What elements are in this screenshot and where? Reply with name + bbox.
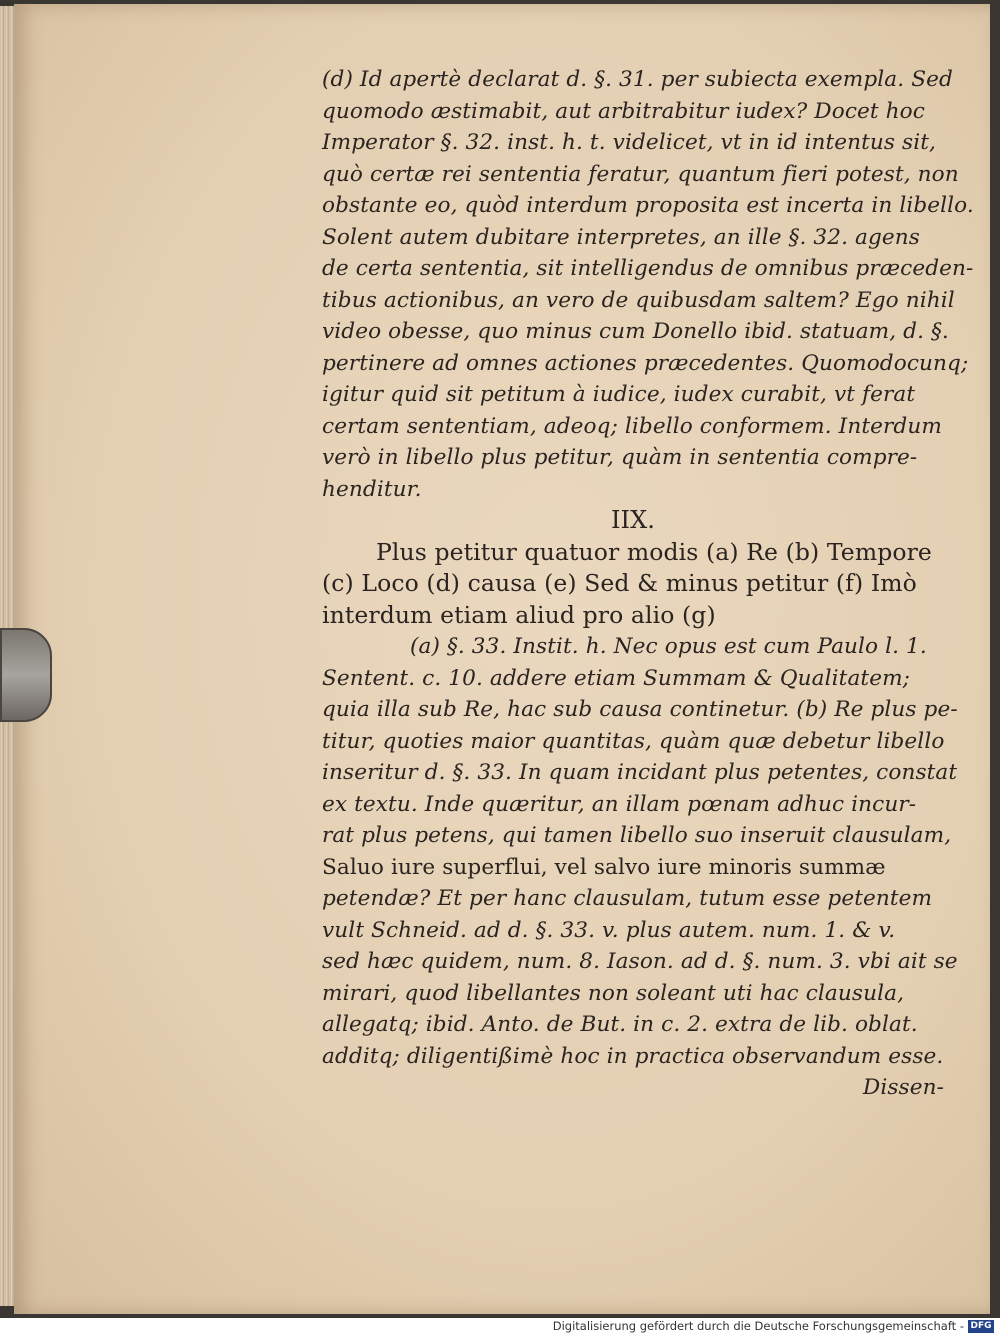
- note-line: Sentent. c. 10. addere etiam Summam & Qualitatem;: [322, 665, 911, 691]
- section-line: Plus petitur quatuor modis (a) Re (b) Tempore: [376, 537, 932, 566]
- text-line: video obesse, quo minus cum Donello ibid. statuam, d. §.: [322, 319, 949, 344]
- text-line: Solent autem dubitare interpretes, an ille §. 32. agens: [322, 224, 920, 250]
- text-line: igitur quid sit petitum à iudice, iudex curabit, vt ferat: [322, 382, 916, 407]
- note-line: petendæ? Et per hanc clausulam, tutum esse petentem: [322, 886, 933, 911]
- text-line: pertinere ad omnes actiones præcedentes. Quomodocunq;: [322, 350, 969, 376]
- note-line: titur, quoties maior quantitas, quàm quæ debetur libello: [322, 728, 945, 754]
- text-line: verò in libello plus petitur, quàm in sententia compre-: [322, 445, 918, 470]
- text-line: certam sententiam, adeoq; libello conformem. Interdum: [322, 413, 942, 439]
- text-line: quomodo æstimabit, aut arbitrabitur iudex? Docet hoc: [322, 98, 925, 124]
- note-line: ex textu. Inde quæritur, an illam pœnam adhuc incur-: [322, 791, 917, 817]
- book-clip: [0, 628, 52, 722]
- text-line: tibus actionibus, an vero de quibusdam saltem? Ego nihil: [322, 287, 955, 313]
- text-line: de certa sententia, sit intelligendus de omnibus præceden-: [322, 256, 974, 281]
- note-line: (a) §. 33. Instit. h. Nec opus est cum Paulo l. 1.: [410, 634, 927, 659]
- text-line: (d) Id apertè declarat d. §. 31. per subiecta exempla. Sed: [322, 67, 953, 92]
- page-text: [322, 64, 974, 1104]
- note-line: quia illa sub Re, hac sub causa continetur. (b) Re plus pe-: [322, 697, 958, 722]
- section-heading: IIX.: [610, 506, 656, 534]
- text-line: quò certæ rei sententia feratur, quantum fieri potest, non: [322, 161, 959, 187]
- catchword: Dissen-: [862, 1075, 944, 1100]
- note-line: Saluo iure superflui, vel salvo iure minoris summæ: [322, 854, 886, 880]
- section-line: (c) Loco (d) causa (e) Sed & minus petitur (f) Imò: [322, 569, 917, 597]
- note-line: mirari, quod libellantes non soleant uti hac clausula,: [322, 980, 905, 1006]
- section-line: interdum etiam aliud pro alio (g): [322, 600, 716, 629]
- dfg-logo[interactable]: DFG: [968, 1320, 994, 1333]
- text-line: obstante eo, quòd interdum proposita est incerta in libello.: [322, 193, 974, 218]
- text-line: Imperator §. 32. inst. h. t. videlicet, vt in id intentus sit,: [322, 130, 936, 155]
- note-line: sed hæc quidem, num. 8. Iason. ad d. §. num. 3. vbi ait se: [322, 949, 958, 974]
- footer-credit: Digitalisierung gefördert durch die Deutsche Forschungsgemeinschaft -: [552, 1319, 964, 1333]
- text-line: henditur.: [322, 476, 422, 502]
- note-line: additq; diligentißimè hoc in practica observandum esse.: [322, 1043, 944, 1069]
- note-line: allegatq; ibid. Anto. de But. in c. 2. extra de lib. oblat.: [322, 1012, 918, 1037]
- footer-bar: [0, 1318, 1000, 1337]
- note-line: vult Schneid. ad d. §. 33. v. plus autem. num. 1. & v.: [322, 917, 896, 943]
- note-line: inseritur d. §. 33. In quam incidant plus petentes, constat: [322, 760, 958, 785]
- note-line: rat plus petens, qui tamen libello suo inseruit clausulam,: [322, 823, 952, 848]
